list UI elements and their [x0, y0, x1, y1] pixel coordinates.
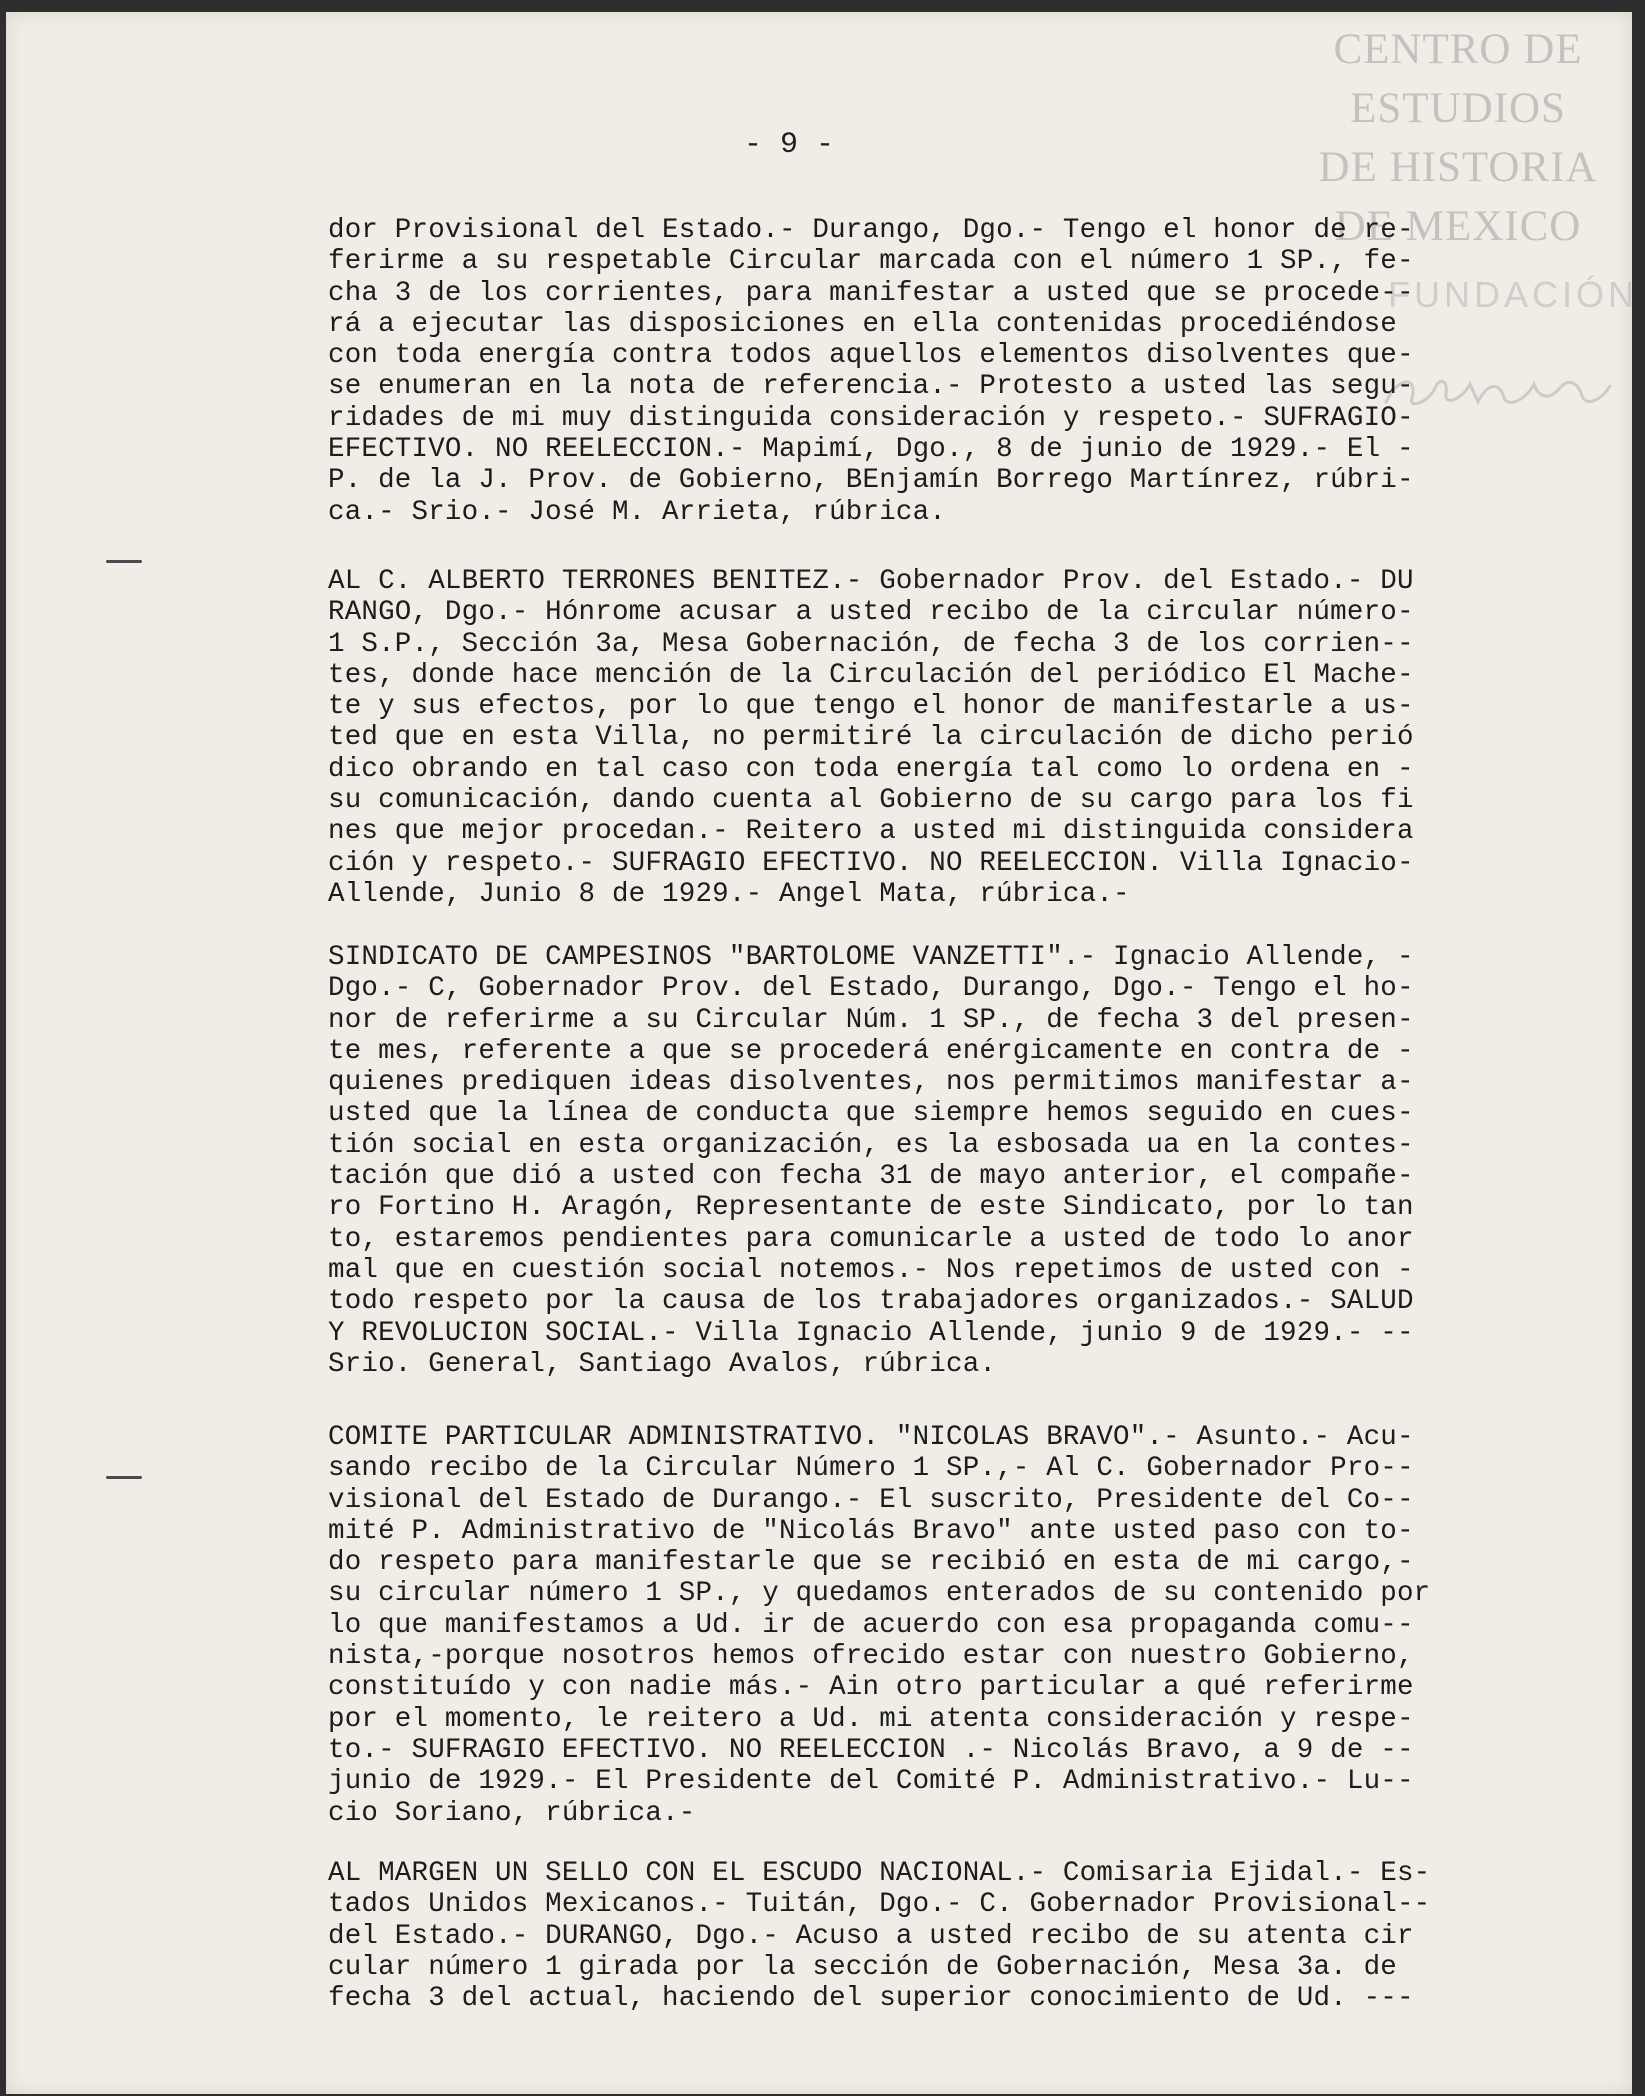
paragraph-mapimi-reply: [328, 215, 1414, 528]
text-line: todo respeto por la causa de los trabajadores organizados.- SALUD: [328, 1286, 1414, 1318]
watermark-line: CENTRO DE: [1333, 26, 1583, 73]
text-line: su circular número 1 SP., y quedamos enterados de su contenido por: [328, 1578, 1431, 1610]
text-line: se enumeran en la nota de referencia.- Protesto a usted las segu-: [328, 371, 1414, 403]
text-line: SINDICATO DE CAMPESINOS "BARTOLOME VANZETTI".- Ignacio Allende, -: [328, 942, 1414, 973]
text-line: rá a ejecutar las disposiciones en ella contenidas procediéndose: [328, 308, 1397, 340]
text-line: ro Fortino H. Aragón, Representante de este Sindicato, por lo tan: [328, 1192, 1414, 1224]
text-line: visional del Estado de Durango.- El suscrito, Presidente del Co--: [328, 1484, 1414, 1516]
paragraph-comisaria-tuitan: [328, 1858, 1430, 2014]
text-line: RANGO, Dgo.- Hónrome acusar a usted recibo de la circular número-: [328, 597, 1414, 629]
text-line: Dgo.- C, Gobernador Prov. del Estado, Durango, Dgo.- Tengo el ho-: [328, 973, 1414, 1005]
paragraph-comite-nicolas-bravo: [328, 1422, 1430, 1829]
watermark-line: DE MEXICO: [1334, 203, 1582, 250]
text-line: junio de 1929.- El Presidente del Comité P. Administrativo.- Lu--: [328, 1766, 1414, 1798]
paragraph-villa-ignacio-allende-reply: [328, 566, 1414, 910]
text-line: tes, donde hace mención de la Circulación del periódico El Mache-: [328, 659, 1414, 691]
text-line: dor Provisional del Estado.- Durango, Dgo.- Tengo el honor de re-: [328, 215, 1414, 246]
text-line: cio Soriano, rúbrica.-: [328, 1797, 696, 1829]
text-line: EFECTIVO. NO REELECCION.- Mapimí, Dgo., 8 de junio de 1929.- El -: [328, 434, 1414, 466]
text-line: lo que manifestamos a Ud. ir de acuerdo con esa propaganda comu--: [328, 1609, 1414, 1641]
text-line: ferirme a su respetable Circular marcada con el número 1 SP., fe-: [328, 246, 1414, 278]
text-line: P. de la J. Prov. de Gobierno, BEnjamín Borrego Martínrez, rúbri-: [328, 465, 1414, 497]
text-line: quienes prediquen ideas disolventes, nos permitimos manifestar a-: [328, 1067, 1414, 1099]
text-line: COMITE PARTICULAR ADMINISTRATIVO. "NICOLAS BRAVO".- Asunto.- Acu-: [328, 1422, 1414, 1453]
margin-mark: [106, 560, 142, 563]
text-line: nista,-porque nosotros hemos ofrecido estar con nuestro Gobierno,: [328, 1641, 1414, 1673]
margin-mark: [106, 1476, 142, 1479]
paper-sheet: [6, 12, 1638, 2094]
text-line: mal que en cuestión social notemos.- Nos repetimos de usted con -: [328, 1254, 1414, 1286]
text-line: sando recibo de la Circular Número 1 SP.,- Al C. Gobernador Pro--: [328, 1453, 1414, 1485]
text-line: tión social en esta organización, es la esbosada ua en la contes-: [328, 1129, 1414, 1161]
text-line: do respeto para manifestarle que se recibió en esta de mi cargo,-: [328, 1547, 1414, 1579]
text-line: te mes, referente a que se procederá enérgicamente en contra de -: [328, 1035, 1414, 1067]
text-line: Srio. General, Santiago Avalos, rúbrica.: [328, 1348, 997, 1380]
text-line: ción y respeto.- SUFRAGIO EFECTIVO. NO REELECCION. Villa Ignacio-: [328, 847, 1414, 879]
text-line: fecha 3 del actual, haciendo del superior conocimiento de Ud. ---: [328, 1983, 1414, 2015]
watermark-fundacion: FUNDACIÓN: [1388, 274, 1638, 315]
text-line: tación que dió a usted con fecha 31 de mayo anterior, el compañe-: [328, 1161, 1414, 1193]
watermark-line: ESTUDIOS: [1350, 85, 1566, 132]
text-line: te y sus efectos, por lo que tengo el honor de manifestarle a us-: [328, 691, 1414, 723]
text-line: to, estaremos pendientes para comunicarle a usted de todo lo anor: [328, 1223, 1414, 1255]
text-line: nor de referirme a su Circular Núm. 1 SP., de fecha 3 del presen-: [328, 1004, 1414, 1036]
text-line: to.- SUFRAGIO EFECTIVO. NO REELECCION .- Nicolás Bravo, a 9 de --: [328, 1734, 1414, 1766]
text-line: con toda energía contra todos aquellos elementos disolventes que-: [328, 340, 1414, 372]
text-line: por el momento, le reitero a Ud. mi atenta consideración y respe-: [328, 1703, 1414, 1735]
page-number: - 9 -: [744, 128, 835, 162]
text-line: ted que en esta Villa, no permitiré la circulación de dicho perió: [328, 722, 1414, 754]
text-line: mité P. Administrativo de "Nicolás Bravo" ante usted paso con to-: [328, 1515, 1414, 1547]
text-line: 1 S.P., Sección 3a, Mesa Gobernación, de fecha 3 de los corrien--: [328, 628, 1414, 660]
text-line: ridades de mi muy distinguida consideración y respeto.- SUFRAGIO-: [328, 402, 1414, 434]
watermark-line: DE HISTORIA: [1318, 144, 1598, 191]
text-line: AL MARGEN UN SELLO CON EL ESCUDO NACIONAL.- Comisaria Ejidal.- Es-: [328, 1858, 1431, 1889]
watermark-signature-icon: [1378, 372, 1618, 412]
paragraph-sindicato-vanzetti: [328, 942, 1414, 1380]
text-line: AL C. ALBERTO TERRONES BENITEZ.- Gobernador Prov. del Estado.- DU: [328, 566, 1414, 597]
text-line: nes que mejor procedan.- Reitero a usted mi distinguida considera: [328, 816, 1414, 848]
text-line: constituído y con nadie más.- Ain otro particular a qué referirme: [328, 1672, 1414, 1704]
text-line: cha 3 de los corrientes, para manifestar a usted que se procede--: [328, 277, 1414, 309]
text-line: su comunicación, dando cuenta al Gobierno de su cargo para los fi: [328, 785, 1414, 817]
text-line: tados Unidos Mexicanos.- Tuitán, Dgo.- C. Gobernador Provisional--: [328, 1889, 1431, 1921]
text-line: Y REVOLUCION SOCIAL.- Villa Ignacio Allende, junio 9 de 1929.- --: [328, 1317, 1414, 1349]
text-line: ca.- Srio.- José M. Arrieta, rúbrica.: [328, 496, 946, 528]
text-line: Allende, Junio 8 de 1929.- Angel Mata, rúbrica.-: [328, 878, 1130, 910]
text-line: usted que la línea de conducta que siempre hemos seguido en cues-: [328, 1098, 1414, 1130]
text-line: dico obrando en tal caso con toda energía tal como lo ordena en -: [328, 753, 1414, 785]
text-line: cular número 1 girada por la sección de Gobernación, Mesa 3a. de: [328, 1951, 1397, 1983]
text-line: del Estado.- DURANGO, Dgo.- Acuso a usted recibo de su atenta cir: [328, 1920, 1414, 1952]
